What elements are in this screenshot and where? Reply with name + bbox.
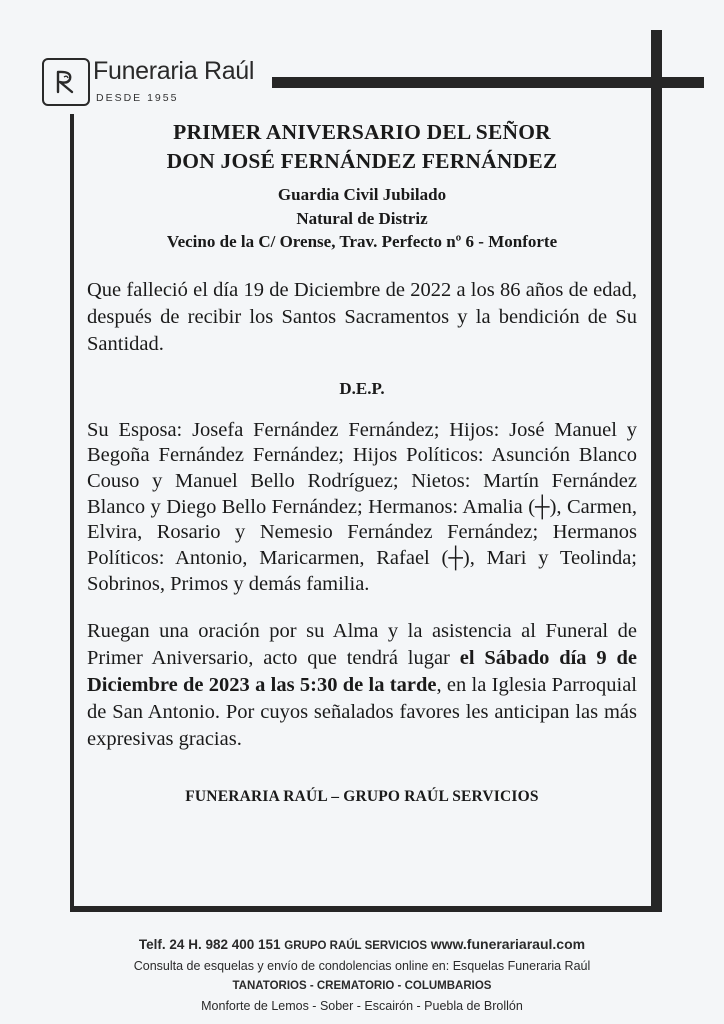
cross-horizontal-bar: [272, 77, 704, 88]
footer-services: TANATORIOS - CREMATORIO - COLUMBARIOS: [232, 980, 492, 992]
footer-phone: Telf. 24 H. 982 400 151: [138, 937, 281, 952]
footer-contact-line: [0, 934, 724, 957]
service-outro: , en la Iglesia Parroquial de San Antonio. Por cuyos señalados favores les anticipan las más expresivas gracias.: [87, 674, 637, 751]
service-intro: Ruegan una oración por su Alma y la asistencia al Funeral de Primer Aniversario, acto que tendrá lugar: [87, 620, 637, 670]
notice-birthplace: Natural de Distriz: [296, 208, 428, 228]
footer-website-link[interactable]: www.funerariaraul.com: [430, 936, 586, 952]
footer-locations: Monforte de Lemos - Sober - Escairón - Puebla de Brollón: [201, 999, 523, 1013]
notice-signature: FUNERARIA RAÚL – GRUPO RAÚL SERVICIOS: [185, 788, 539, 806]
death-paragraph: Que falleció el día 19 de Diciembre de 2022 a los 86 años de edad, después de recibir los Santos Sacramentos y la bendición de Su Santidad.: [87, 278, 637, 355]
brand-name: Funeraria Raúl: [93, 57, 255, 85]
service-paragraph: [87, 618, 637, 753]
brand-since: DESDE 1955: [96, 92, 179, 104]
rip-heading: D.E.P.: [339, 378, 385, 398]
cross-vertical-bar: [651, 30, 662, 910]
notice-residence: Vecino de la C/ Orense, Trav. Perfecto nº 6 - Monforte: [166, 232, 558, 251]
frame-bottom-border: [70, 906, 662, 912]
obituary-notice: [87, 118, 637, 806]
notice-title-line1: PRIMER ANIVERSARIO DEL SEÑOR: [173, 120, 551, 144]
notice-occupation: Guardia Civil Jubilado: [277, 185, 447, 204]
service-date: el Sábado día 9 de Diciembre de 2023 a las 5:30 de la tarde: [87, 647, 637, 697]
brand-logo-mark: [42, 58, 90, 106]
footer: [0, 934, 724, 1016]
brand-logo-icon: [50, 66, 82, 98]
family-paragraph: Su Esposa: Josefa Fernández Fernández; Hijos: José Manuel y Begoña Fernández Fernández; Hijos Políticos: Asunción Blanco Couso y Manuel Bello Rodríguez; Nietos: Martín Fernández Blanco y Diego Bello Fernández; Hermanos: Amalia (┼), Carmen, Elvira, Rosario y Nemesio Fernández Fernández; Hermanos Políticos: Antonio, Maricarmen, Rafael (┼), Mari y Teolinda; Sobrinos, Primos y demás familia.: [87, 418, 637, 595]
notice-title-line2: DON JOSÉ FERNÁNDEZ FERNÁNDEZ: [166, 149, 558, 173]
footer-group: GRUPO RAÚL SERVICIOS: [284, 940, 427, 952]
frame-left-border: [70, 114, 74, 912]
footer-consult-line: Consulta de esquelas y envío de condolencias online en: Esquelas Funeraria Raúl: [133, 959, 591, 973]
